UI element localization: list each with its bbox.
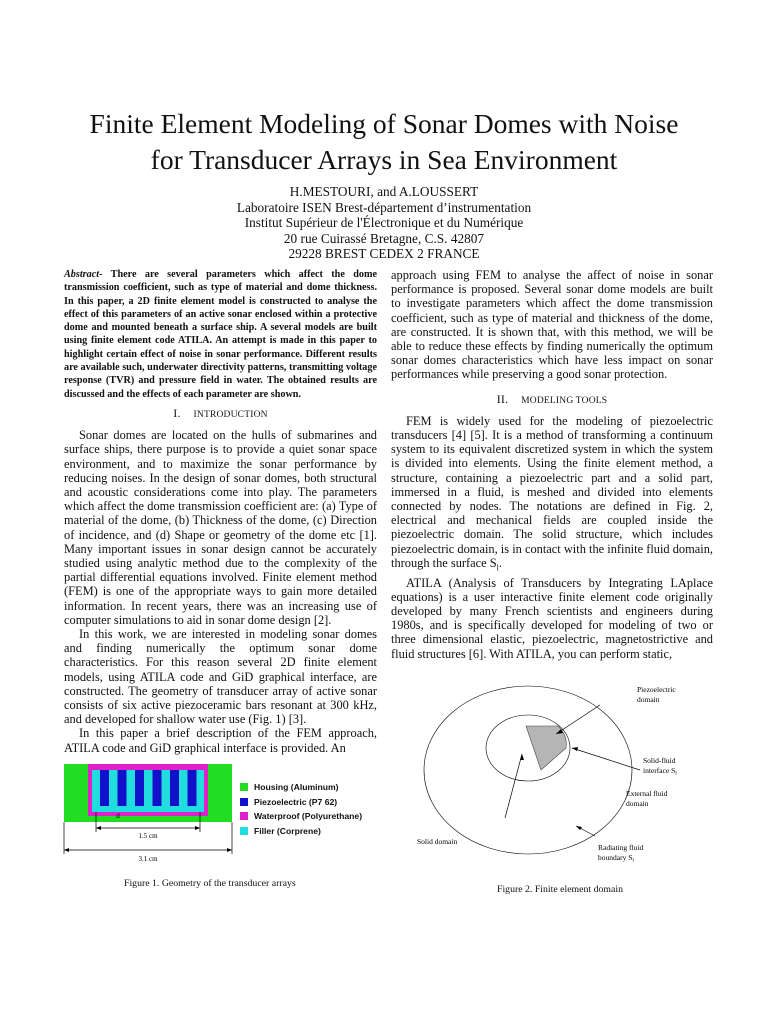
legend-item: [240, 809, 362, 824]
section-heading-modeling-tools: [391, 392, 713, 408]
affiliation-line: Laboratoire ISEN Brest-département d’instrumentation: [236, 199, 532, 215]
label-external-2: domain: [626, 799, 649, 808]
affiliation-line: 20 rue Cuirassé Bretagne, C.S. 42807: [283, 230, 485, 246]
waterproof-right-wall: [204, 764, 208, 816]
label-radiating-2-text: boundary S: [598, 853, 633, 862]
affiliation-line: Institut Supérieur de l'Électronique et du Numérique: [244, 215, 524, 230]
modeling-paragraph-2: ATILA (Analysis of Transducers by Integrating LAplace equations) is a user interactive finite element code originally developed by many French scientists and engineers during 1980s, and is specifically developed for modeling of two or three dimensional elastic, piezoelectric, magnetostrictive and fluid structures [6]. With ATILA, you can perform static,: [391, 575, 713, 661]
intro-paragraph-1: Sonar domes are located on the hulls of submarines and surface ships, there purpose is to provide a quiet sonar space environment, and to maximize the sonar performance by reducing noises. In the design of sonar domes, both structural and acoustic considerations come into play. The parameters which affect the dome transmission coefficient are: (a) Type of material of the dome, (b) Thickness of the dome, (c) Direction of incidence, and (d) Shape or geometry of the dome etc [1]. Many important issues in sonar design cannot be accurately studied using analytic method due to the complexity of the partial differential equations involved. Finite element method (FEM) is one of the appropriate ways to gain more detailed information. In recent years, there was an increasing use of computer simulations to aid in sonar dome design [2].: [64, 428, 377, 627]
title-line-2: for Transducer Arrays in Sea Environment: [150, 144, 618, 175]
legend-item: [240, 824, 362, 839]
author-names: H.MESTOURI, and A.LOUSSERT: [289, 184, 479, 199]
modeling-paragraph-1-text: FEM is widely used for the modeling of piezoelectric transducers [4] [5]. It is a method of transforming a continuum system to its equivalent discretized system in which the system is divided into elements. Using the finite element method, a structure, containing a piezoelectric part and a solid part, immersed in a fluid, is meshed and divided into elements connected by nodes. The notations are defined in Fig. 2, electrical and mechanical fields are coupled inside the piezoelectric domain. The solid structure, which includes piezoelectric domain, is in contact with the infinite fluid domain, through the surface S: [391, 413, 713, 570]
legend-swatch-housing: [240, 783, 248, 791]
piezoelectric-bar: [118, 770, 127, 806]
section-number: II.: [496, 391, 509, 406]
label-piezoelectric-1: Piezoelectric: [637, 685, 676, 694]
abstract-text: There are several parameters which affect the dome transmission coefficient, such as type of material and dome thickness. In this paper, a 2D finite element model is constructed to analyse the effect of this parameters of an active sonar enclosed within a protective dome and mounted beneath a surface ship. A several models are built using finite element code ATILA. An attempt is made in this paper to highlight certain effect of noise in sonar performance. Different results are available such, underwater directivity patterns, transmitting voltage response (TVR) and pressure field in water. The obtained results are discussed and the effects of each parameter are shown.: [64, 269, 377, 400]
left-column: [64, 268, 377, 755]
legend-swatch-waterproof: [240, 812, 248, 820]
modeling-paragraph-1-end: .: [498, 555, 502, 570]
piezoelectric-bar: [170, 770, 179, 806]
piezoelectric-bar: [188, 770, 197, 806]
legend-label: Waterproof (Polyurethane): [254, 811, 363, 822]
figure-2-finite-element-domain: [410, 680, 730, 890]
legend-item: [240, 795, 362, 810]
paper-title: [40, 106, 728, 178]
modeling-paragraph-1: [391, 414, 713, 576]
section-title: INTRODUCTION: [193, 409, 268, 420]
piezoelectric-bar: [135, 770, 144, 806]
figure-2-caption: Figure 2. Finite element domain: [497, 884, 623, 895]
label-interface-2: [643, 766, 677, 777]
legend-swatch-piezo: [240, 798, 248, 806]
abstract-lead: Abstract-: [64, 269, 103, 280]
author-block: [84, 184, 684, 262]
figure-1-caption: Figure 1. Geometry of the transducer arrays: [124, 878, 296, 889]
label-radiating-1: Radiating fluid: [598, 843, 644, 852]
legend-swatch-filler: [240, 827, 248, 835]
legend-item: [240, 780, 362, 795]
piezoelectric-bar: [153, 770, 162, 806]
legend-label: Housing (Aluminum): [254, 782, 339, 793]
piezoelectric-bar: [100, 770, 109, 806]
label-solid-domain: Solid domain: [417, 837, 458, 846]
outer-boundary-ellipse: [424, 686, 632, 854]
intro-paragraph-2: In this work, we are interested in modeling sonar domes and finding numerically the optimum sonar dome characteristics. For this reason several 2D finite element models, using ATILA code and GiD graphical interface, are constructed. The geometry of transducer array of active sonar consists of six active piezoceramic bars resonant at 300 kHz, and developed for shallow water use (Fig. 1) [3].: [64, 627, 377, 727]
label-interface-sub: l: [675, 770, 677, 777]
label-radiating-sub: l: [632, 857, 634, 864]
section-number: I.: [173, 405, 181, 420]
section-heading-introduction: [64, 406, 377, 422]
intro-paragraph-3: In this paper a brief description of the FEM approach, ATILA code and GiD graphical interface is provided. An: [64, 726, 377, 755]
title-line-1: Finite Element Modeling of Sonar Domes with Noise: [89, 108, 679, 139]
label-interface-1: Solid-fluid: [643, 756, 676, 765]
label-interface-2-text: interface S: [643, 766, 676, 775]
affiliation-line: 29228 BREST CEDEX 2 FRANCE: [288, 246, 480, 261]
label-radiating-2: [598, 853, 634, 864]
label-piezoelectric-2: domain: [637, 695, 660, 704]
dimension-label-outer: 3.1 cm: [138, 855, 158, 863]
waterproof-left-wall: [88, 764, 92, 816]
label-external-1: External fluid: [626, 789, 668, 798]
figure-1-legend: [240, 780, 362, 838]
waterproof-top: [92, 764, 204, 770]
subscript-l: l: [496, 563, 499, 573]
legend-label: Piezoelectric (P7 62): [254, 796, 338, 807]
intro-paragraph-3-continued: approach using FEM to analyse the affect of noise in sonar performance is proposed. Several sonar dome models are built to investigate parameters which affect the dome transmission coefficient, such as type of material and thickness of the dome, are constructed. It is shown that, with this method, we will be able to reduce these effects by finding numerically the optimum sonar domes characteristics which have less impact on sonar performances while preserving a good sonar protection.: [391, 268, 713, 382]
dimension-label-inner: 1.5 cm: [138, 832, 158, 840]
section-title: MODELING TOOLS: [521, 395, 608, 406]
right-column: [391, 268, 713, 661]
abstract: [64, 268, 377, 401]
legend-label: Filler (Corprene): [254, 825, 321, 836]
waterproof-bottom: [88, 812, 208, 816]
dimension-label-d: d: [116, 812, 120, 820]
